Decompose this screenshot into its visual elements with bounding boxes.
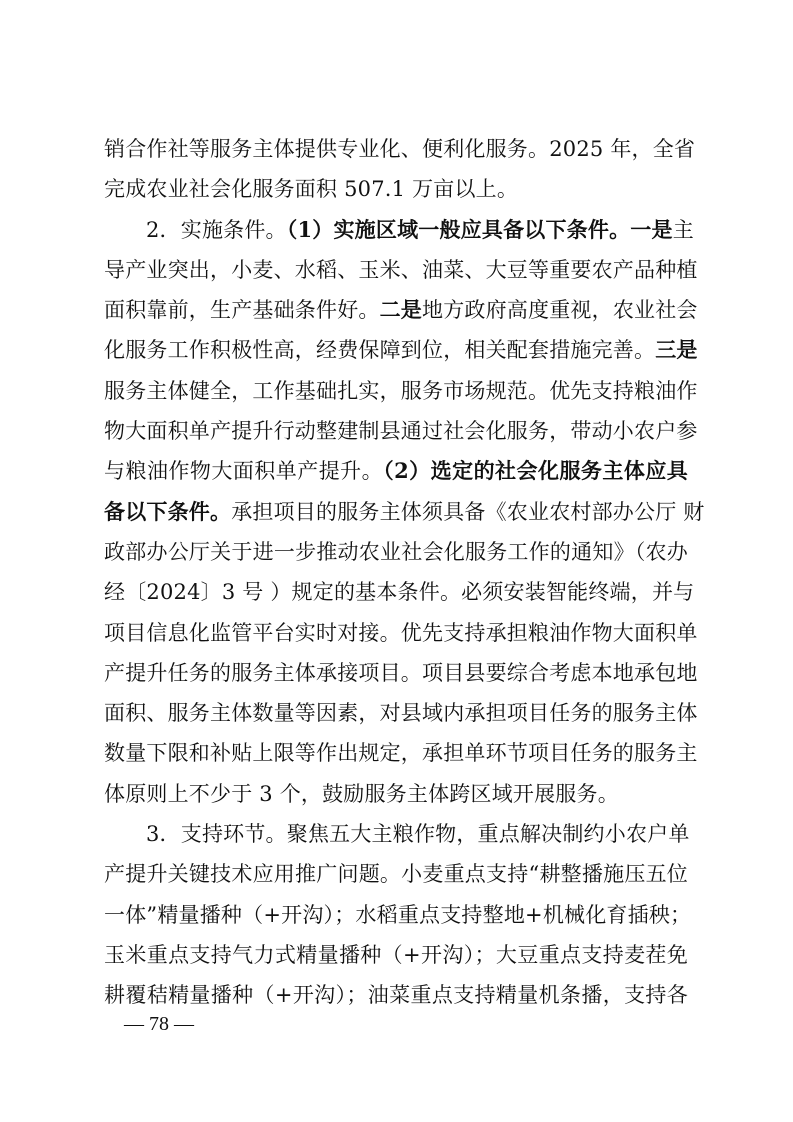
paragraph-line: 玉米重点支持气力式精量播种（+开沟）；大豆重点支持麦茬免: [104, 942, 688, 967]
paragraph-line: 销合作社等服务主体提供专业化、便利化服务。2025 年，全省: [104, 137, 696, 161]
paragraph-line: 经〔2024〕3 号 ）规定的基本条件。必须安装智能终端，并与: [104, 580, 695, 605]
bold-heading: （2）选定的社会化服务主体应具: [383, 458, 688, 484]
body-text: [104, 129, 705, 1016]
paragraph-line: 产提升关键技术应用推广问题。小麦重点支持“耕整播施压五位: [104, 862, 688, 887]
paragraph-line: 3．支持环节。聚焦五大主粮作物，重点解决制约小农户单: [146, 822, 690, 847]
paragraph-line: 体原则上不少于 3 个，鼓励服务主体跨区域开展服务。: [104, 781, 619, 806]
paragraph-line: 与粮油作物大面积单产提升。（2）选定的社会化服务主体应具: [104, 458, 688, 484]
page-number: — 78 —: [124, 1013, 194, 1035]
paragraph-line: 面积靠前，生产基础条件好。二是地方政府高度重视，农业社会: [104, 297, 698, 323]
paragraph-line: 项目信息化监管平台实时对接。优先支持承担粮油作物大面积单: [104, 620, 698, 645]
paragraph-line: 备以下条件。承担项目的服务主体须具备《农业农村部办公厅 财: [104, 498, 705, 524]
paragraph-line: 政部办公厅关于进一步推动农业社会化服务工作的通知》（农办: [104, 539, 688, 564]
paragraph-line: 导产业突出，小麦、水稻、玉米、油菜、大豆等重要农产品种植: [104, 257, 698, 282]
paragraph-line: 耕覆秸精量播种（+开沟）；油菜重点支持精量机条播，支持各: [104, 983, 688, 1008]
paragraph-line: 2．实施条件。（1）实施区域一般应具备以下条件。一是主: [146, 216, 694, 242]
bold-heading: 备以下条件。: [104, 498, 232, 524]
bold-keyword: 二是: [379, 297, 423, 323]
paragraph-line: 产提升任务的服务主体承接项目。项目县要综合考虑本地承包地: [104, 660, 698, 685]
bold-keyword: 一是: [630, 216, 673, 242]
paragraph-line: 完成农业社会化服务面积 507.1 万亩以上。: [104, 177, 519, 202]
bold-keyword: 三是: [655, 337, 698, 363]
paragraph-line: 数量下限和补贴上限等作出规定，承担单环节项目任务的服务主: [104, 741, 698, 766]
paragraph-line: 化服务工作积极性高，经费保障到位，相关配套措施完善。三是: [104, 337, 698, 363]
paragraph-line: 服务主体健全，工作基础扎实，服务市场规范。优先支持粮油作: [104, 378, 698, 403]
paragraph-line: 面积、服务主体数量等因素，对县域内承担项目任务的服务主体: [104, 701, 698, 726]
paragraph-line: 一体”精量播种（+开沟）；水稻重点支持整地+机械化育插秧；: [104, 902, 692, 927]
paragraph-line: 物大面积单产提升行动整建制县通过社会化服务，带动小农户参: [104, 419, 698, 444]
bold-heading: （1）实施区域一般应具备以下条件。: [286, 216, 631, 242]
